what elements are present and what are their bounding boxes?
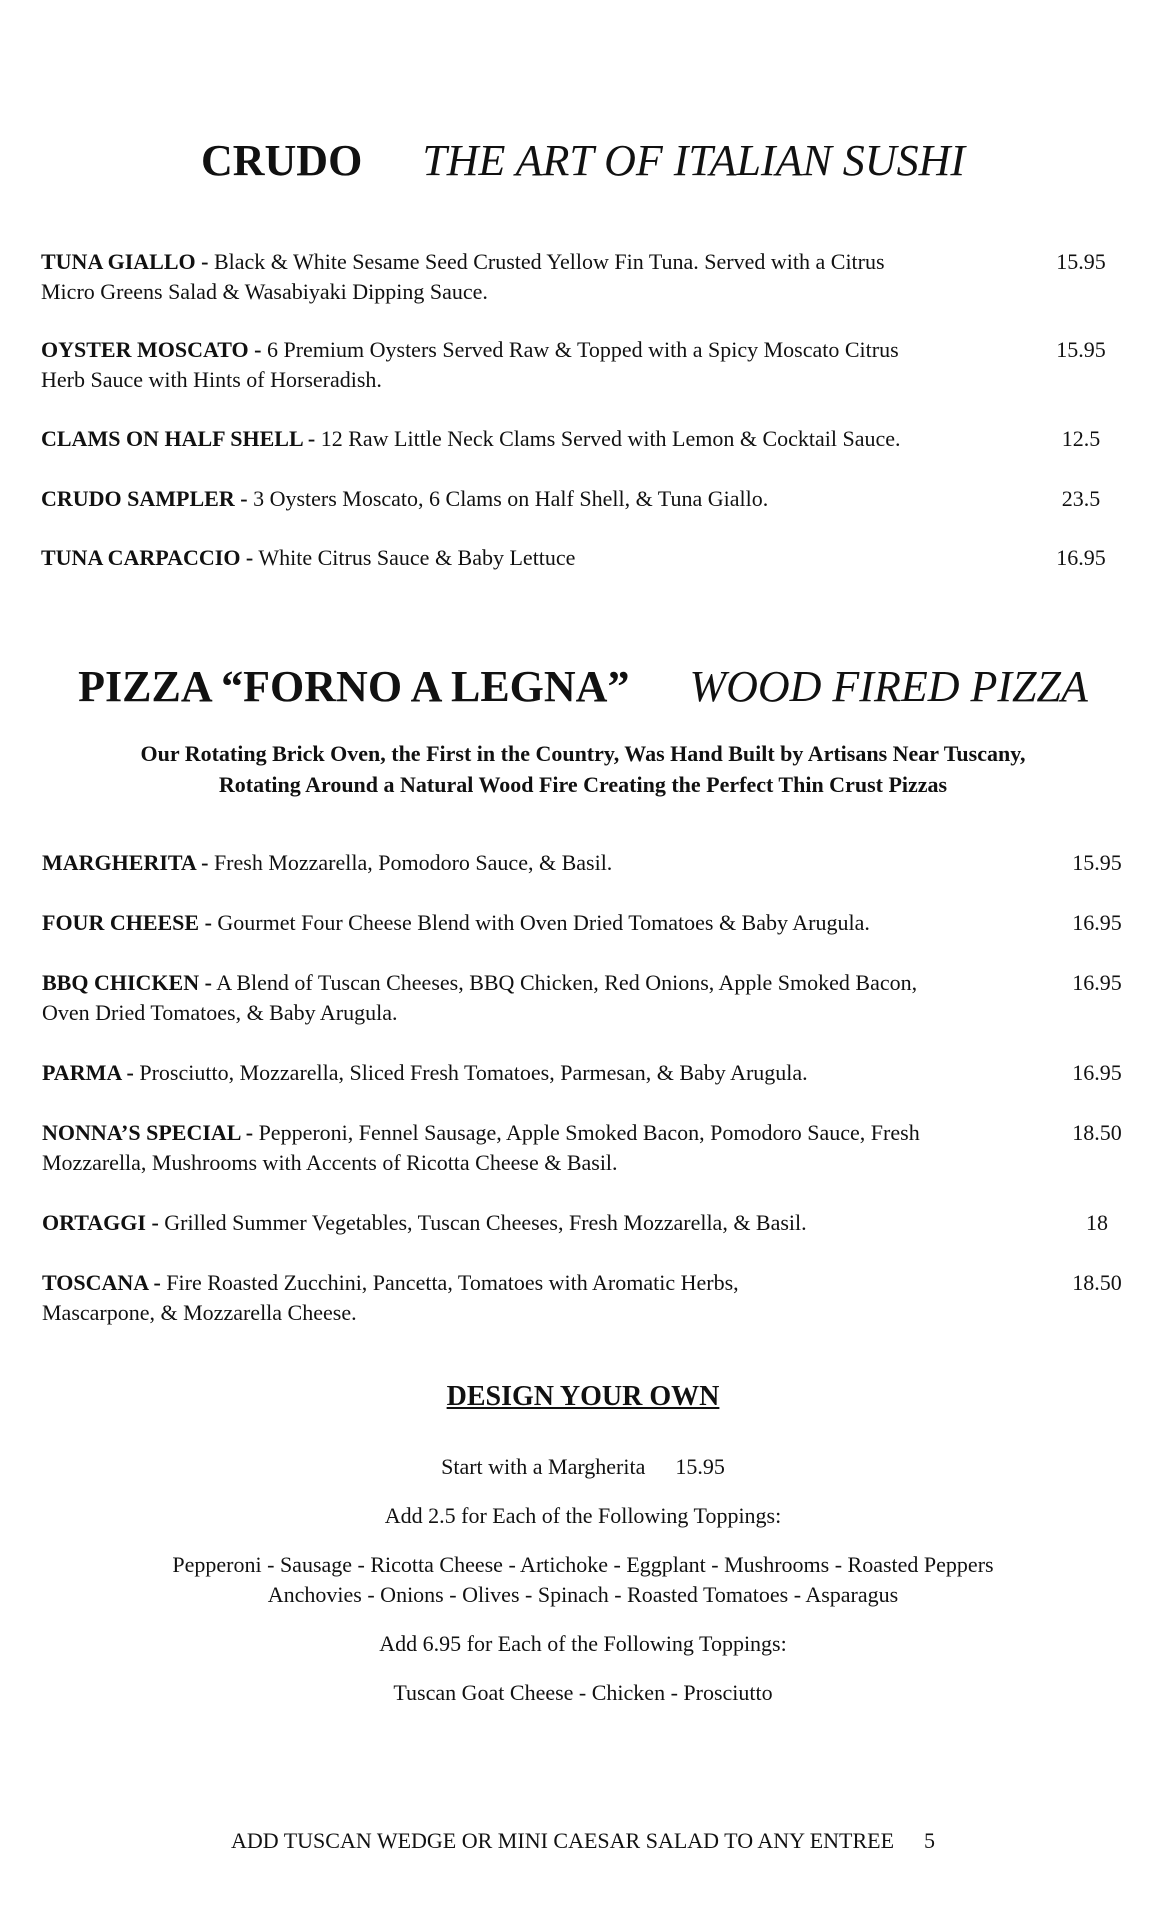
item-description: 6 Premium Oysters Served Raw & Topped with a Spicy Moscato Citrus <box>261 337 899 362</box>
item-name: ORTAGGI - <box>42 1210 159 1235</box>
crudo-section-title <box>0 135 1166 186</box>
item-description: 3 Oysters Moscato, 6 Clams on Half Shell, & Tuna Giallo. <box>247 486 769 511</box>
dyo-toppings-line: Anchovies - Onions - Olives - Spinach - Roasted Tomatoes - Asparagus <box>267 1582 899 1607</box>
dyo-start-text: Start with a Margherita <box>441 1454 646 1479</box>
item-description: Prosciutto, Mozzarella, Sliced Fresh Tomatoes, Parmesan, & Baby Arugula. <box>133 1060 808 1085</box>
intro-line: Our Rotating Brick Oven, the First in the Country, Was Hand Built by Artisans Near Tuscany, <box>140 741 1026 766</box>
item-name: OYSTER MOSCATO - <box>41 337 262 362</box>
item-name: MARGHERITA - <box>42 850 209 875</box>
footer-salad-text: ADD TUSCAN WEDGE OR MINI CAESAR SALAD TO ANY ENTREE <box>230 1828 895 1853</box>
item-name: CLAMS ON HALF SHELL - <box>41 426 316 451</box>
item-description: 12 Raw Little Neck Clams Served with Lemon & Cocktail Sauce. <box>315 426 901 451</box>
item-description-cont: Herb Sauce with Hints of Horseradish. <box>41 367 382 392</box>
item-price: 15.95 <box>1072 850 1122 875</box>
dyo-start-price: 15.95 <box>675 1454 725 1479</box>
item-price: 23.5 <box>1061 486 1101 511</box>
item-price: 15.95 <box>1056 249 1106 274</box>
pizza-section-title <box>0 661 1166 712</box>
pizza-title: PIZZA “FORNO A LEGNA” <box>78 662 630 711</box>
item-name: TUNA GIALLO - <box>41 249 209 274</box>
item-price: 15.95 <box>1056 337 1106 362</box>
item-description: Black & White Sesame Seed Crusted Yellow Fin Tuna. Served with a Citrus <box>208 249 885 274</box>
item-price: 18 <box>1086 1210 1108 1235</box>
item-description-cont: Micro Greens Salad & Wasabiyaki Dipping Sauce. <box>41 279 488 304</box>
item-description: Fresh Mozzarella, Pomodoro Sauce, & Basil. <box>208 850 613 875</box>
dyo-add-line: Add 2.5 for Each of the Following Toppings: <box>384 1503 782 1528</box>
item-description-cont: Oven Dried Tomatoes, & Baby Arugula. <box>42 1000 398 1025</box>
design-your-own-heading: DESIGN YOUR OWN <box>446 1381 720 1412</box>
item-name: TUNA CARPACCIO - <box>41 545 254 570</box>
crudo-title: CRUDO <box>200 136 363 185</box>
dyo-start-line <box>0 1452 1166 1482</box>
item-name: CRUDO SAMPLER - <box>41 486 248 511</box>
dyo-add-premium-line: Add 6.95 for Each of the Following Toppings: <box>379 1631 787 1656</box>
dyo-premium-toppings: Tuscan Goat Cheese - Chicken - Prosciutto <box>393 1680 773 1705</box>
item-name: PARMA - <box>42 1060 134 1085</box>
item-description: Pepperoni, Fennel Sausage, Apple Smoked Bacon, Pomodoro Sauce, Fresh <box>253 1120 920 1145</box>
item-price: 16.95 <box>1072 910 1122 935</box>
item-description: White Citrus Sauce & Baby Lettuce <box>253 545 576 570</box>
item-name: BBQ CHICKEN - <box>42 970 212 995</box>
item-description: Fire Roasted Zucchini, Pancetta, Tomatoes with Aromatic Herbs, <box>160 1270 739 1295</box>
item-price: 16.95 <box>1072 970 1122 995</box>
item-price: 16.95 <box>1072 1060 1122 1085</box>
item-description: Grilled Summer Vegetables, Tuscan Cheeses, Fresh Mozzarella, & Basil. <box>158 1210 807 1235</box>
item-name: TOSCANA - <box>42 1270 161 1295</box>
item-price: 18.50 <box>1072 1120 1122 1145</box>
item-name: FOUR CHEESE - <box>42 910 212 935</box>
footer-salad-line <box>0 1826 1166 1856</box>
crudo-subtitle: THE ART OF ITALIAN SUSHI <box>422 136 966 185</box>
item-price: 12.5 <box>1061 426 1101 451</box>
footer-salad-price: 5 <box>924 1828 936 1853</box>
item-price: 18.50 <box>1072 1270 1122 1295</box>
item-description-cont: Mozzarella, Mushrooms with Accents of Ricotta Cheese & Basil. <box>42 1150 618 1175</box>
pizza-intro <box>0 738 1166 800</box>
item-description: Gourmet Four Cheese Blend with Oven Dried Tomatoes & Baby Arugula. <box>211 910 870 935</box>
item-description-cont: Mascarpone, & Mozzarella Cheese. <box>42 1300 357 1325</box>
dyo-toppings-line: Pepperoni - Sausage - Ricotta Cheese - Artichoke - Eggplant - Mushrooms - Roasted Peppers <box>172 1552 994 1577</box>
item-name: NONNA’S SPECIAL - <box>42 1120 254 1145</box>
item-price: 16.95 <box>1056 545 1106 570</box>
intro-line: Rotating Around a Natural Wood Fire Creating the Perfect Thin Crust Pizzas <box>218 772 948 797</box>
pizza-subtitle: WOOD FIRED PIZZA <box>689 662 1088 711</box>
item-description: A Blend of Tuscan Cheeses, BBQ Chicken, Red Onions, Apple Smoked Bacon, <box>211 970 918 995</box>
